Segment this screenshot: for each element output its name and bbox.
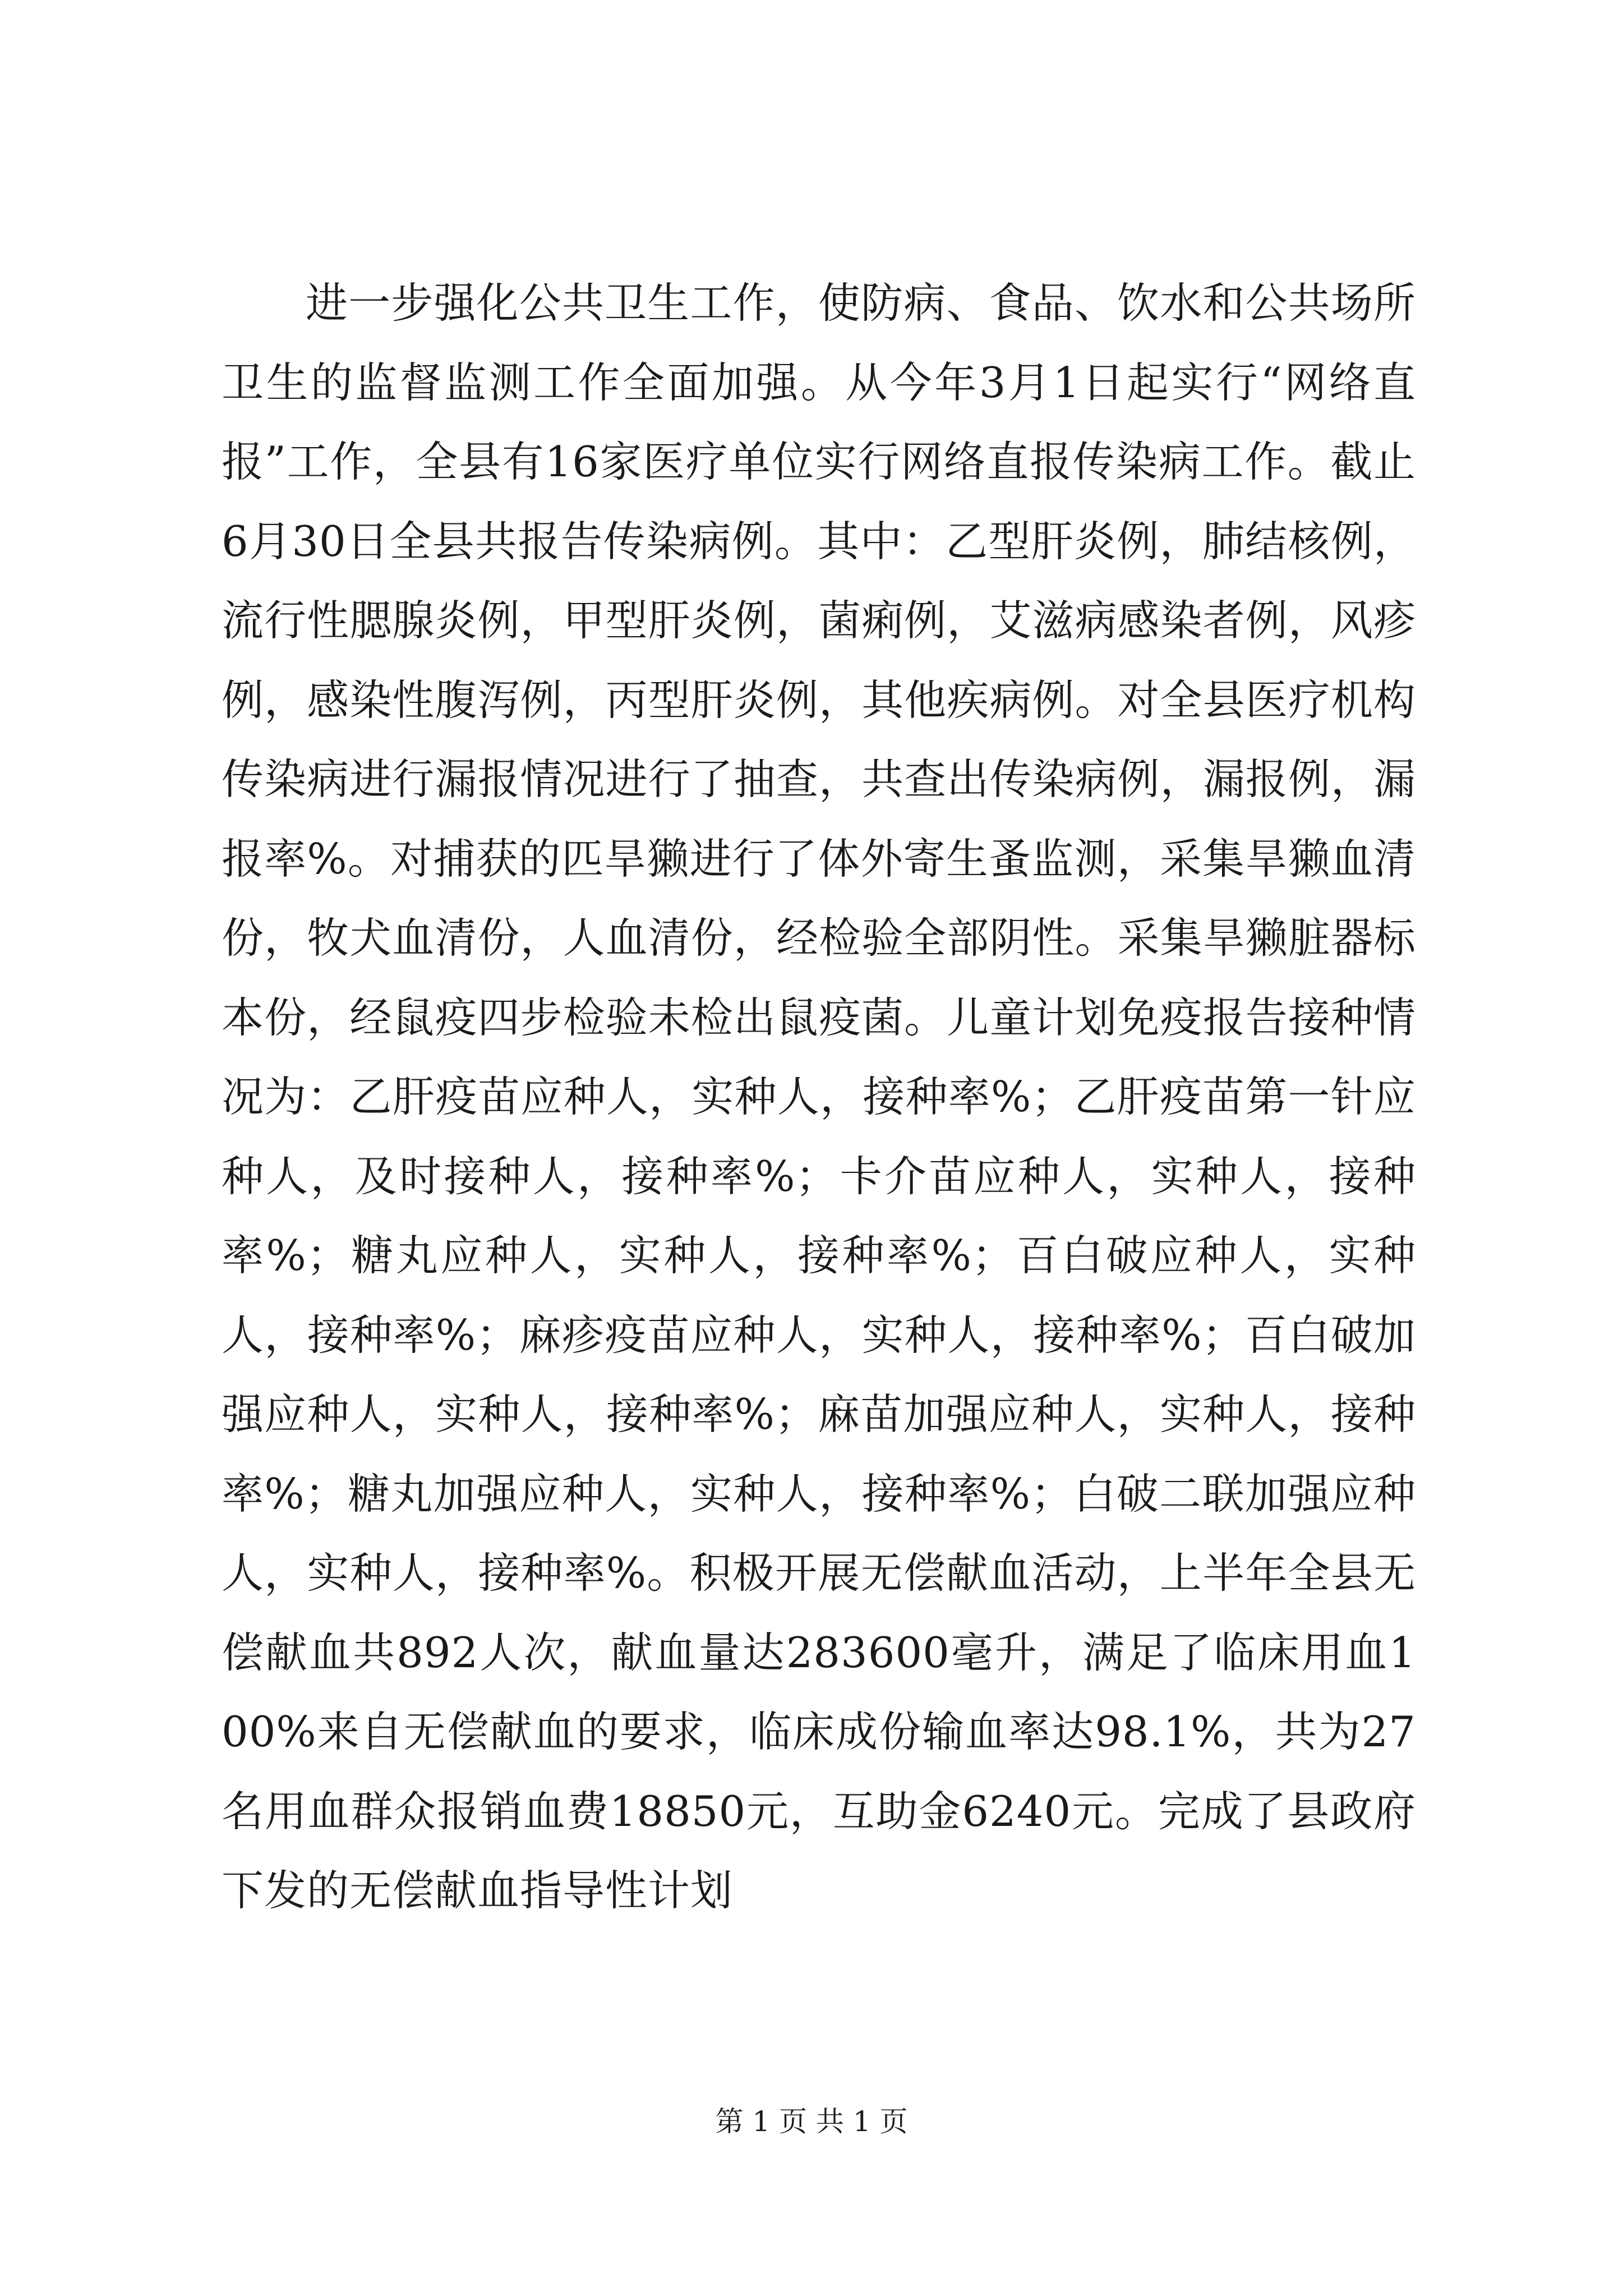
page-footer: 第 1 页 共 1 页 <box>715 2105 908 2138</box>
body-paragraph: 进一步强化公共卫生工作，使防病、食品、饮水和公共场所卫生的监督监测工作全面加强。从今年3月1日起实行“网络直报”工作，全县有16家医疗单位实行网络直报传染病工作。截止6月30日全县共报告传染病例。其中：乙型肝炎例，肺结核例，流行性腮腺炎例，甲型肝炎例，菌痢例，艾滋病感染者例，风疹例，感染性腹泻例，丙型肝炎例，其他疾病例。对全县医疗机构传染病进行漏报情况进行了抽查，共查出传染病例，漏报例，漏报率%。对捕获的匹旱獭进行了体外寄生蚤监测，采集旱獭血清份，牧犬血清份，人血清份，经检验全部阴性。采集旱獭脏器标本份，经鼠疫四步检验未检出鼠疫菌。儿童计划免疫报告接种情况为：乙肝疫苗应种人，实种人，接种率%；乙肝疫苗第一针应种人，及时接种人，接种率%；卡介苗应种人，实种人，接种率%；糖丸应种人，实种人，接种率%；百白破应种人，实种人，接种率%；麻疹疫苗应种人，实种人，接种率%；百白破加强应种人，实种人，接种率%；麻苗加强应种人，实种人，接种率%；糖丸加强应种人，实种人，接种率%；白破二联加强应种人，实种人，接种率%。积极开展无偿献血活动，上半年全县无偿献血共892人次，献血量达283600毫升，满足了临床用血100%来自无偿献血的要求，临床成份输血率达98.1%，共为27名用血群众报销血费18850元，互助金6240元。完成了县政府下发的无偿献血指导性计划 <box>222 278 1416 1915</box>
